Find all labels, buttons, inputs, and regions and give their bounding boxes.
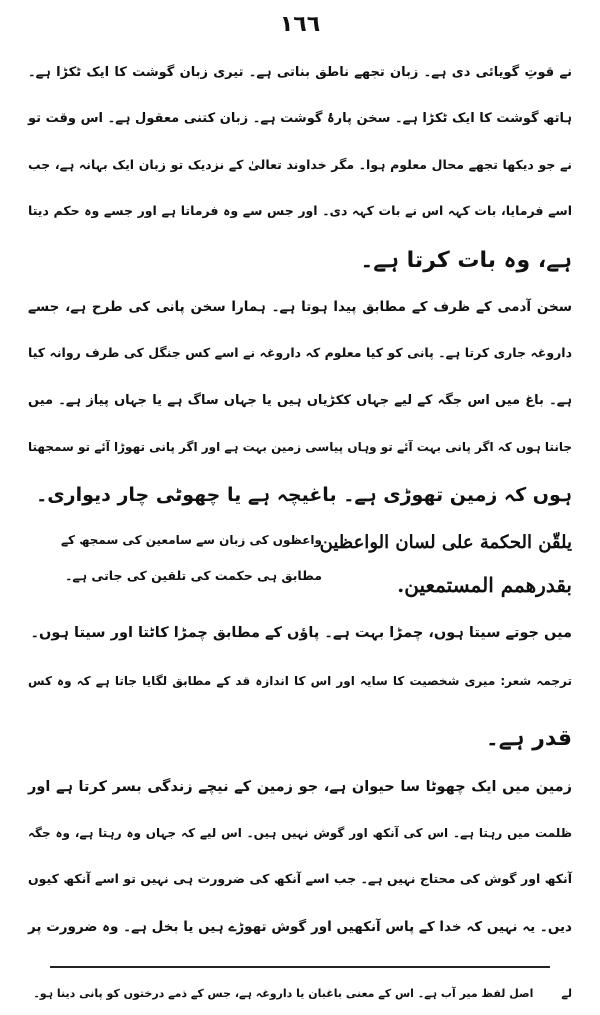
quote-translation-line: واعظوں کی زبان سے سامعین کی سمجھ کے [61, 533, 322, 547]
text-line: قدر ہے۔ [485, 726, 572, 751]
text-line: جانتا ہوں کہ اگر پانی بہت آئے تو وہاں پیاسی زمین بہت ہے اور اگر پانی تھوڑا آئے تو سمجھتا [28, 440, 572, 454]
footnote-divider [50, 966, 550, 968]
footnote [28, 982, 572, 1006]
text-line: دیں۔ یہ نہیں کہ خدا کے پاس آنکھیں اور گوش تھوڑے ہیں یا بخل ہے۔ وہ ضرورت پر [28, 919, 572, 935]
text-line: ہے۔ باغ میں اس جگہ کے لیے جہاں ککڑیاں ہیں یا جہاں ساگ ہے یا جہاں پیاز ہے۔ میں [28, 393, 572, 408]
footnote-marker: لے [561, 987, 572, 1000]
page-number: ١٦٦ [279, 12, 321, 37]
text-line: ہے، وہ بات کرتا ہے۔ [360, 248, 572, 273]
text-line: نے قوتِ گویائی دی ہے۔ زبان تجھے ناطق بناتی ہے۔ تیری زبان گوشت کا ایک ٹکڑا ہے۔ [28, 65, 572, 80]
quote-translation-line: مطابق ہی حکمت کی تلقین کی جاتی ہے۔ [65, 568, 322, 583]
text-line: آنکھ اور گوش کی محتاج نہیں ہے۔ جب اسے آنکھ کی ضرورت ہی نہیں تو اسے آنکھ کیوں [28, 871, 572, 886]
text-line: اسے فرمایا، بات کہہ اس نے بات کہہ دی۔ اور جس سے وہ فرماتا ہے اور جسے وہ حکم دیتا [28, 203, 572, 218]
text-line: سخن آدمی کے ظرف کے مطابق پیدا ہوتا ہے۔ ہمارا سخن پانی کی طرح ہے، جسے [28, 299, 572, 315]
text-line: داروغہ جاری کرتا ہے۔ پانی کو کیا معلوم کہ داروغہ نے اسے کس جنگل کی طرف روانہ کیا [28, 345, 572, 360]
text-line: میں جوتے سیتا ہوں، چمڑا بہت ہے۔ پاؤں کے مطابق چمڑا کاٹتا اور سیتا ہوں۔ [30, 625, 572, 641]
text-line: ہوں کہ زمین تھوڑی ہے۔ باغیچہ ہے یا چھوٹی چار دیواری۔ [36, 484, 572, 506]
footnote-text: اصل لفظ میر آب ہے۔ اس کے معنی باغبان یا داروغہ ہے، جس کے ذمے درختوں کو پانی دینا ہو۔ [33, 987, 534, 1000]
text-line: ترجمہ شعر: میری شخصیت کا سایہ اور اس کا اندازہ قد کے مطابق لگایا جاتا ہے کہ وہ کس [28, 674, 572, 688]
arabic-quote-line: يلقّن الحكمة على لسان الواعظين [319, 532, 572, 553]
text-line: نے جو دیکھا تجھے محال معلوم ہوا۔ مگر خداوند تعالیٰ کے نزدیک تو زبان ایک بہانہ ہے، جب [28, 157, 572, 172]
text-line: زمین میں ایک چھوٹا سا حیوان ہے، جو زمین کے نیچے زندگی بسر کرتا ہے اور [28, 779, 572, 795]
text-line: ظلمت میں رہتا ہے۔ اس کی آنکھ اور گوش نہیں ہیں۔ اس لیے کہ جہاں وہ رہتا ہے، وہ جگہ [28, 826, 572, 840]
arabic-quote-line: بقدرهمم المستمعين. [397, 573, 572, 597]
text-line: ہاتھ گوشت کا ایک ٹکڑا ہے۔ سخن پارۂ گوشت ہے۔ زبان کتنی معقول ہے۔ اس وقت تو [28, 111, 572, 126]
